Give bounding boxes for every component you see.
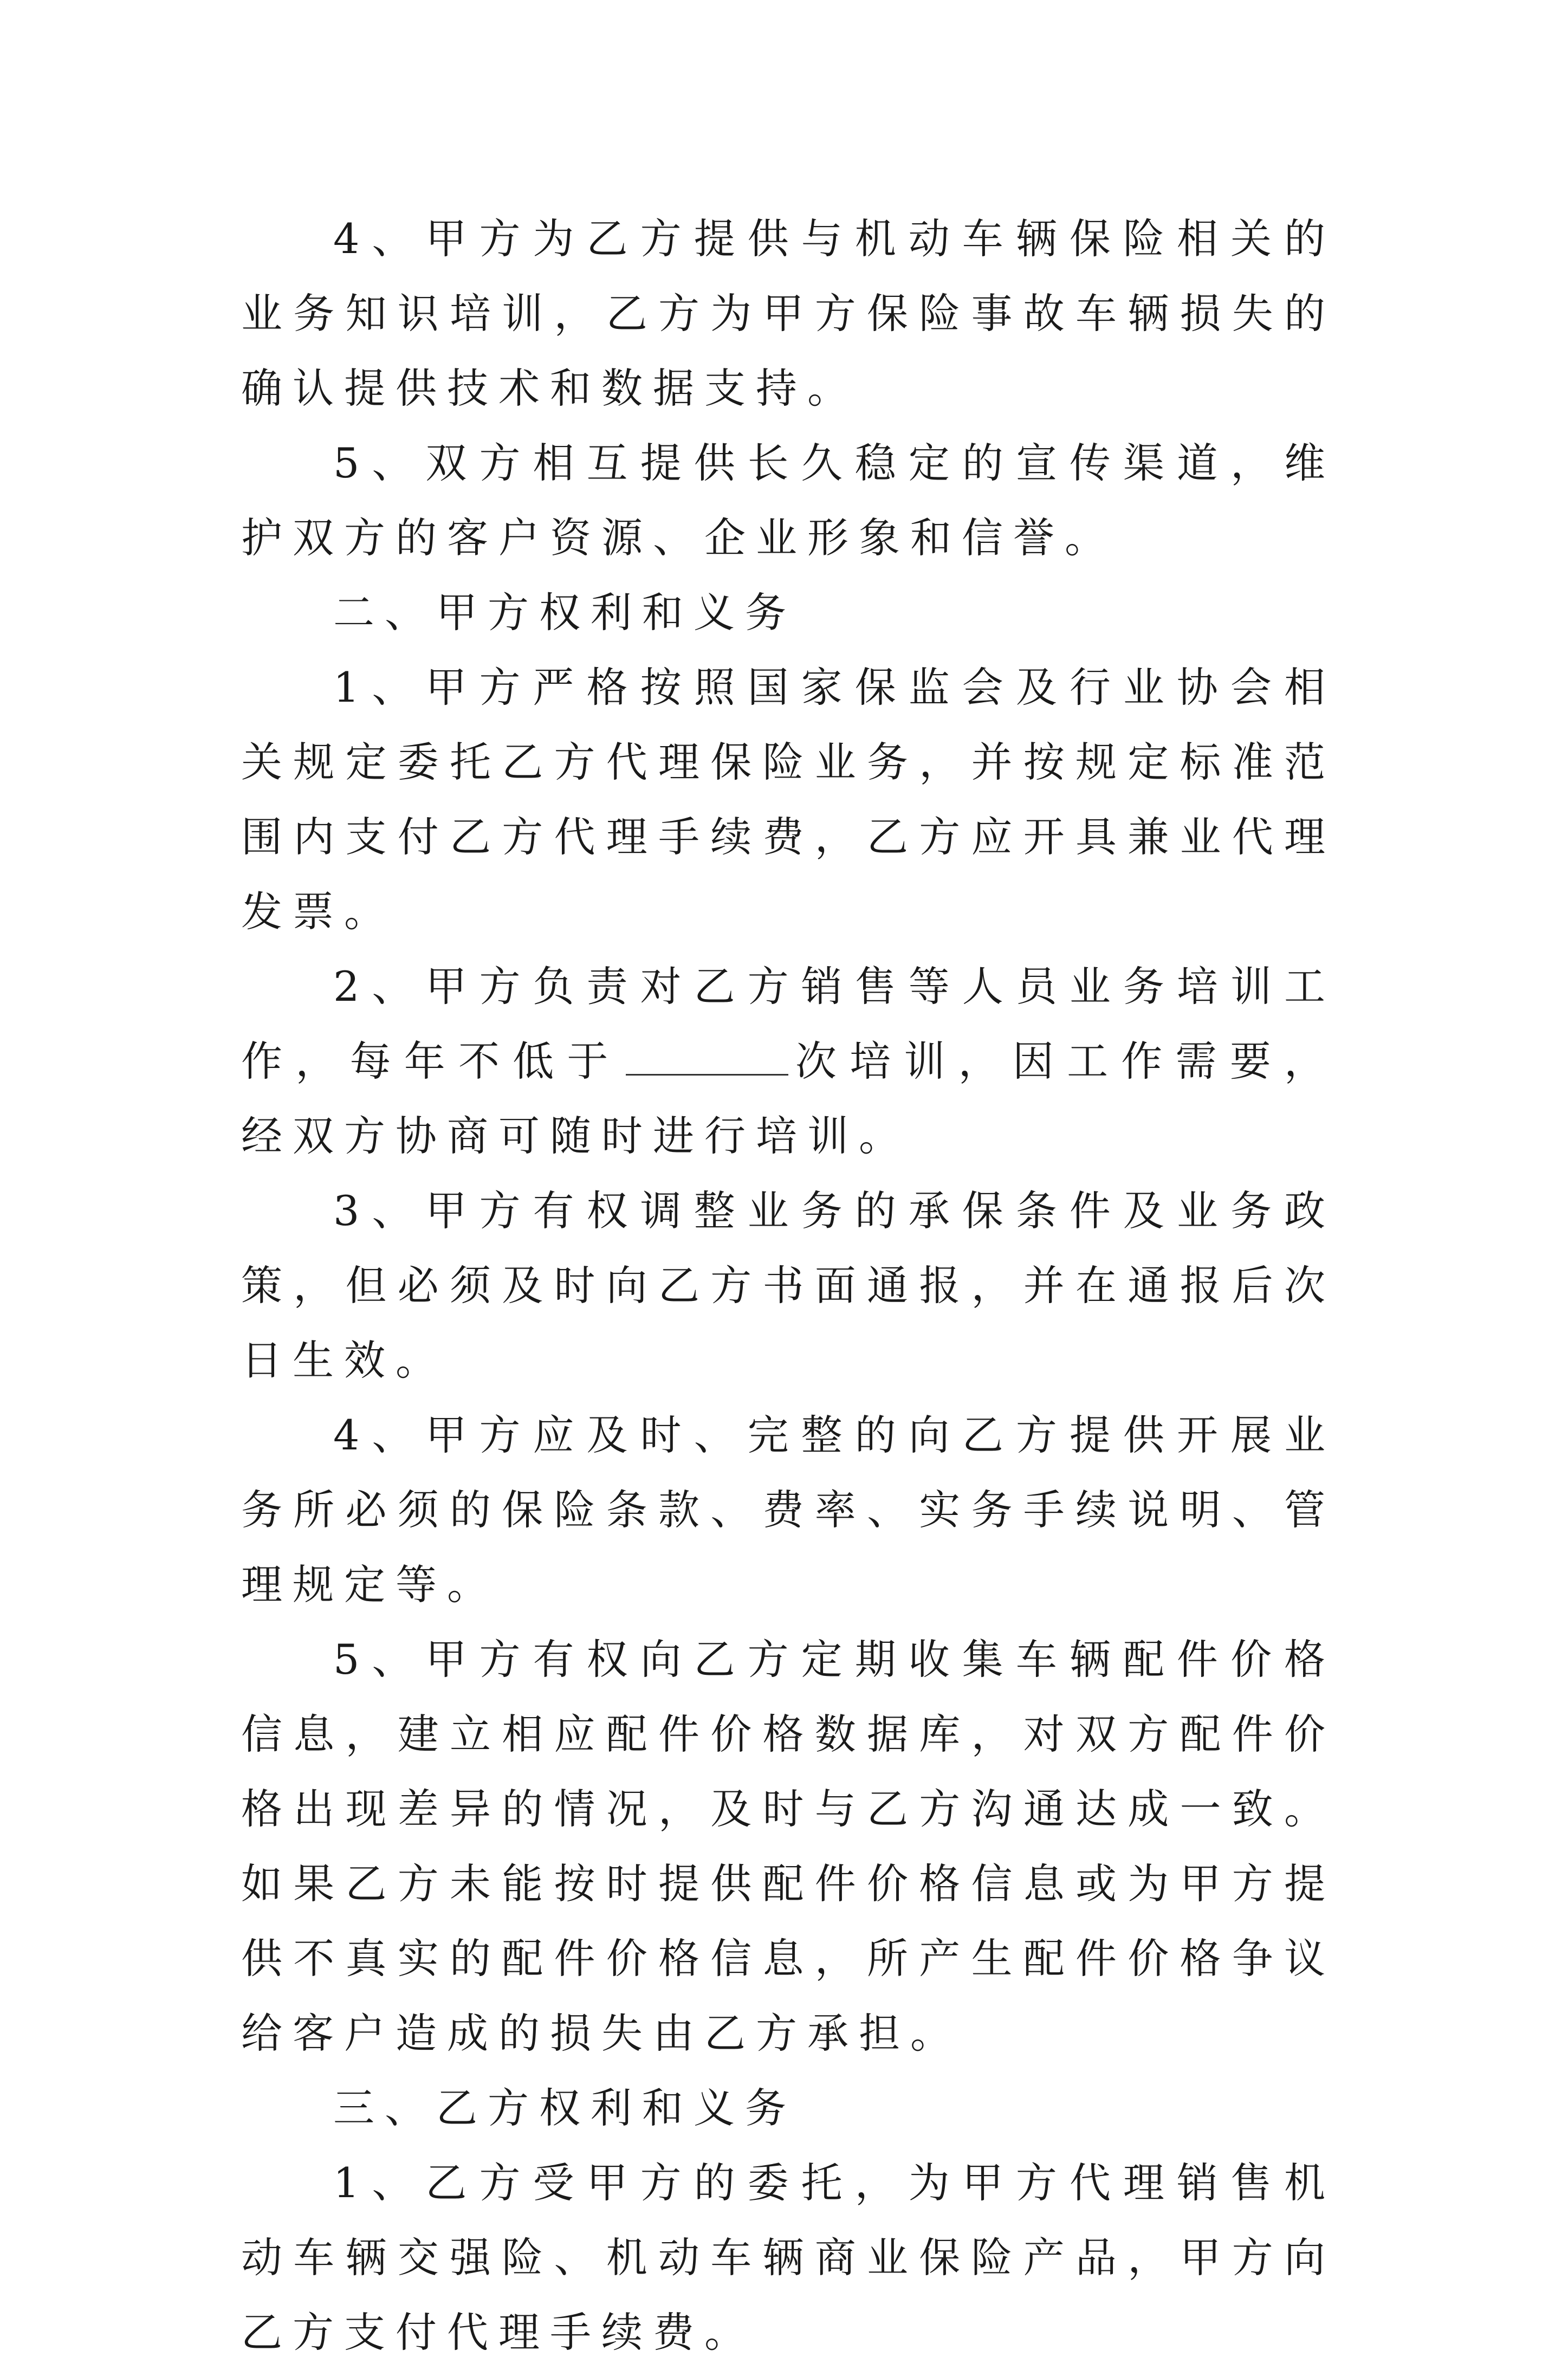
paragraph-2: 5、双方相互提供长久稳定的宣传渠道，维护双方的客户资源、企业形象和信誉。 [241, 439, 1336, 562]
fill-in-blank [626, 1039, 788, 1076]
paragraph-6: 4、甲方应及时、完整的向乙方提供开展业务所必须的保险条款、费率、实务手续说明、管理规定等。 [241, 1411, 1336, 1609]
section-heading-2: 二、甲方权利和义务 [333, 588, 796, 637]
paragraph-4 [241, 949, 1336, 1174]
paragraph-7: 5、甲方有权向乙方定期收集车辆配件价格信息，建立相应配件价格数据库，对双方配件价格出现差异的情况，及时与乙方沟通达成一致。如果乙方未能按时提供配件价格信息或为甲方提供不真实的配件价格信息，所产生配件价格争议给客户造成的损失由乙方承担。 [241, 1635, 1336, 2057]
paragraph-4-part-a: 2、甲方负责对乙方销售等人员业务培训工作，每年不低于 [241, 962, 1336, 1085]
paragraph-8: 1、乙方受甲方的委托，为甲方代理销售机动车辆交强险、机动车辆商业保险产品，甲方向乙方支付代理手续费。 [241, 2159, 1336, 2356]
paragraph-1: 4、甲方为乙方提供与机动车辆保险相关的业务知识培训，乙方为甲方保险事故车辆损失的确认提供技术和数据支持。 [241, 215, 1336, 412]
paragraph-5: 3、甲方有权调整业务的承保条件及业务政策，但必须及时向乙方书面通报，并在通报后次日生效。 [241, 1187, 1336, 1384]
paragraph-4-part-b: 次培训，因工作需要，经双方协商可随时进行培训。 [241, 1037, 1336, 1160]
section-heading-3: 三、乙方权利和义务 [333, 2084, 796, 2132]
paragraph-3: 1、甲方严格按照国家保监会及行业协会相关规定委托乙方代理保险业务，并按规定标准范围内支付乙方代理手续费，乙方应开具兼业代理发票。 [241, 663, 1336, 936]
document-page [241, 202, 1336, 2370]
